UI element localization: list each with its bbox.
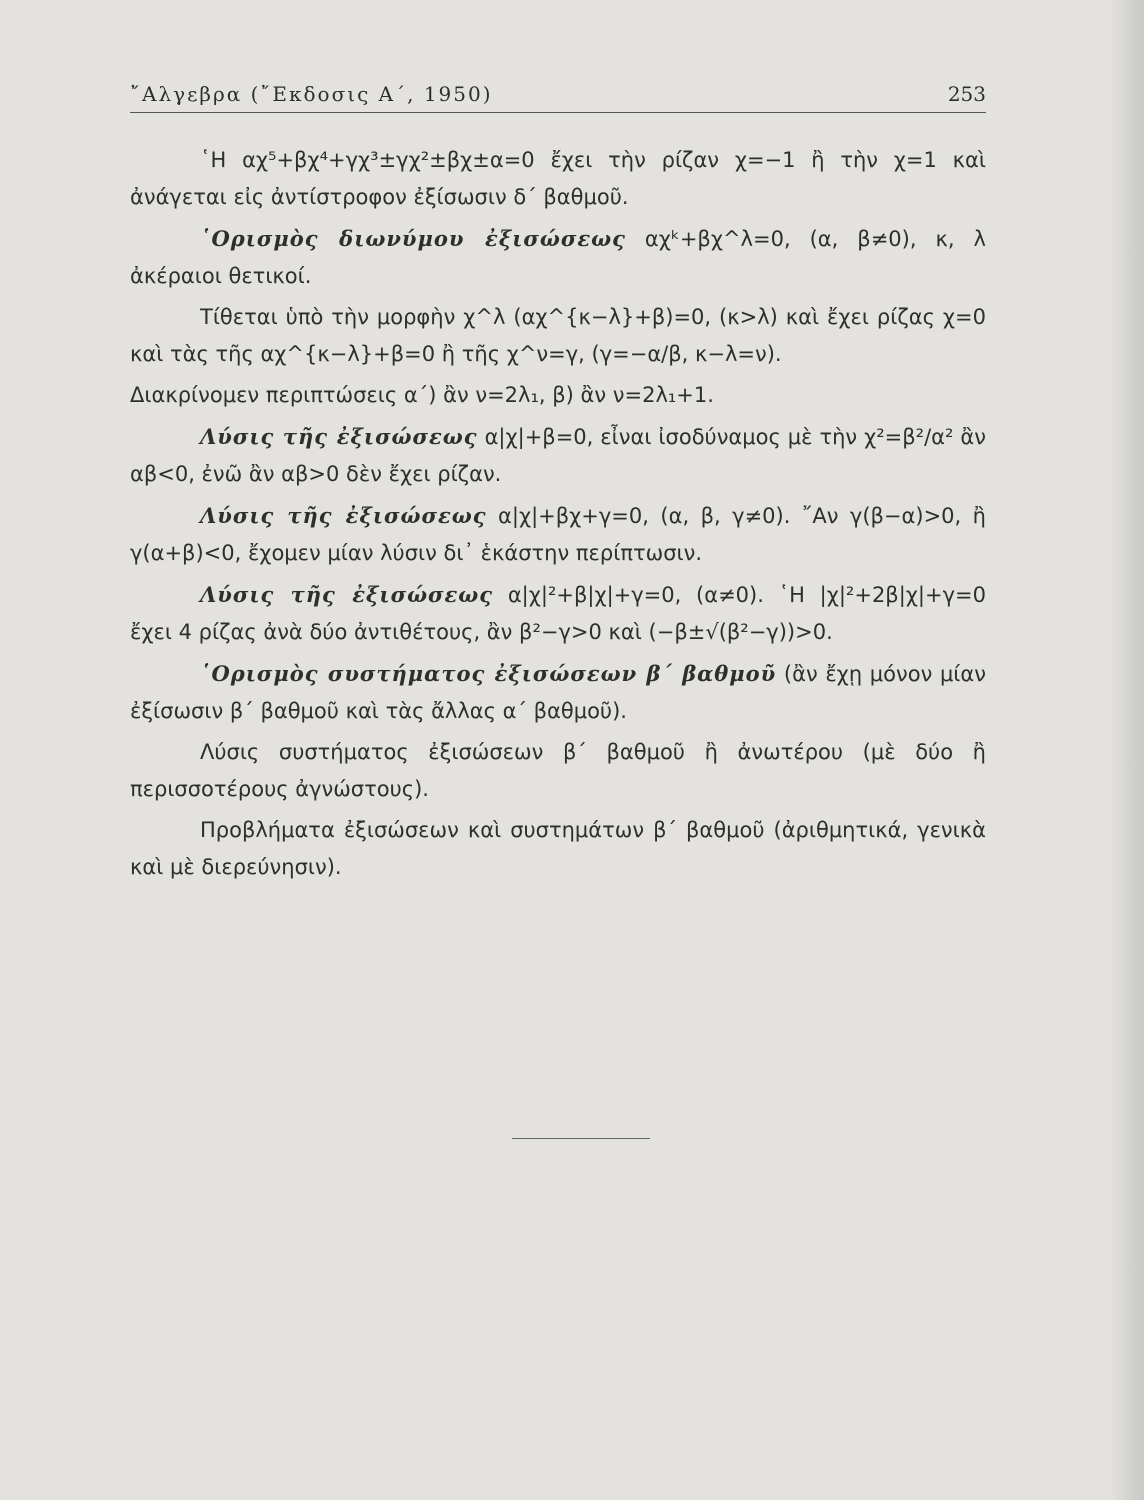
paragraph-2-text: αχᵏ+βχ^λ=0, (α, β≠0), κ, λ ἀκέραιοι θετικοί. [130,227,986,288]
paragraph-6 [130,497,986,572]
paragraph-10-text: Προβλήματα ἐξισώσεων καὶ συστημάτων β΄ βαθμοῦ (ἀριθμητικά, γενικὰ καὶ μὲ διερεύνησιν). [130,818,986,879]
paragraph-7 [130,576,986,651]
paragraph-3-text: Τίθεται ὑπὸ τὴν μορφὴν χ^λ (αχ^{κ−λ}+β)=0, (κ>λ) καὶ ἔχει ρίζας χ=0 καὶ τὰς τῆς αχ^{κ−λ}+β=0 ἢ τῆς χ^ν=γ, (γ=−α/β, κ−λ=ν). [130,305,986,366]
paragraph-9-text: Λύσις συστήματος ἐξισώσεων β΄ βαθμοῦ ἢ ἀνωτέρου (μὲ δύο ἢ περισσοτέρους ἀγνώστους). [130,740,986,801]
page-body [130,142,986,890]
paragraph-5-heading: Λύσις τῆς ἐξισώσεως [200,424,478,449]
paragraph-1 [130,142,986,216]
page-number: 253 [947,82,986,106]
running-title: ῎Αλγεβρα (῎Εκδοσις Α΄, 1950) [130,82,493,106]
page-binding-shadow [1110,0,1144,1500]
paragraph-7-text: α|χ|²+β|χ|+γ=0, (α≠0). ῾Η |χ|²+2β|χ|+γ=0 ἔχει 4 ρίζας ἀνὰ δύο ἀντιθέτους, ἂν β²−γ>0 καὶ (−β±√(β²−γ))>0. [130,583,986,644]
paragraph-2-heading: ῾Ορισμὸς διωνύμου ἐξισώσεως [200,226,626,251]
paragraph-10 [130,812,986,886]
paragraph-3 [130,299,986,373]
paragraph-5 [130,418,986,493]
paragraph-5-text: α|χ|+β=0, εἶναι ἰσοδύναμος μὲ τὴν χ²=β²/α² ἂν αβ<0, ἐνῶ ἂν αβ>0 δὲν ἔχει ρίζαν. [130,425,986,486]
paragraph-6-heading: Λύσις τῆς ἐξισώσεως [200,503,487,528]
paragraph-7-heading: Λύσις τῆς ἐξισώσεως [200,582,494,607]
paragraph-8-text: (ἂν ἔχῃ μόνον μίαν ἐξίσωσιν β΄ βαθμοῦ καὶ τὰς ἄλλας α΄ βαθμοῦ). [130,662,986,723]
running-header [130,78,986,113]
paragraph-2 [130,220,986,295]
paragraph-4 [130,377,986,414]
paragraph-4-text: Διακρίνομεν περιπτώσεις α΄) ἂν ν=2λ₁, β) ἂν ν=2λ₁+1. [130,383,714,407]
paragraph-1-text: ῾Η αχ⁵+βχ⁴+γχ³±γχ²±βχ±α=0 ἔχει τὴν ρίζαν χ=−1 ἢ τὴν χ=1 καὶ ἀνάγεται εἰς ἀντίστροφον ἐξίσωσιν δ΄ βαθμοῦ. [130,148,986,209]
paragraph-9 [130,734,986,808]
paragraph-6-text: α|χ|+βχ+γ=0, (α, β, γ≠0). ῎Αν γ(β−α)>0, ἢ γ(α+β)<0, ἔχομεν μίαν λύσιν δι᾿ ἑκάστην περίπτωσιν. [130,504,986,565]
section-end-rule [512,1138,650,1139]
paragraph-8 [130,655,986,730]
paragraph-8-heading: ῾Ορισμὸς συστήματος ἐξισώσεων β΄ βαθμοῦ [200,661,777,686]
